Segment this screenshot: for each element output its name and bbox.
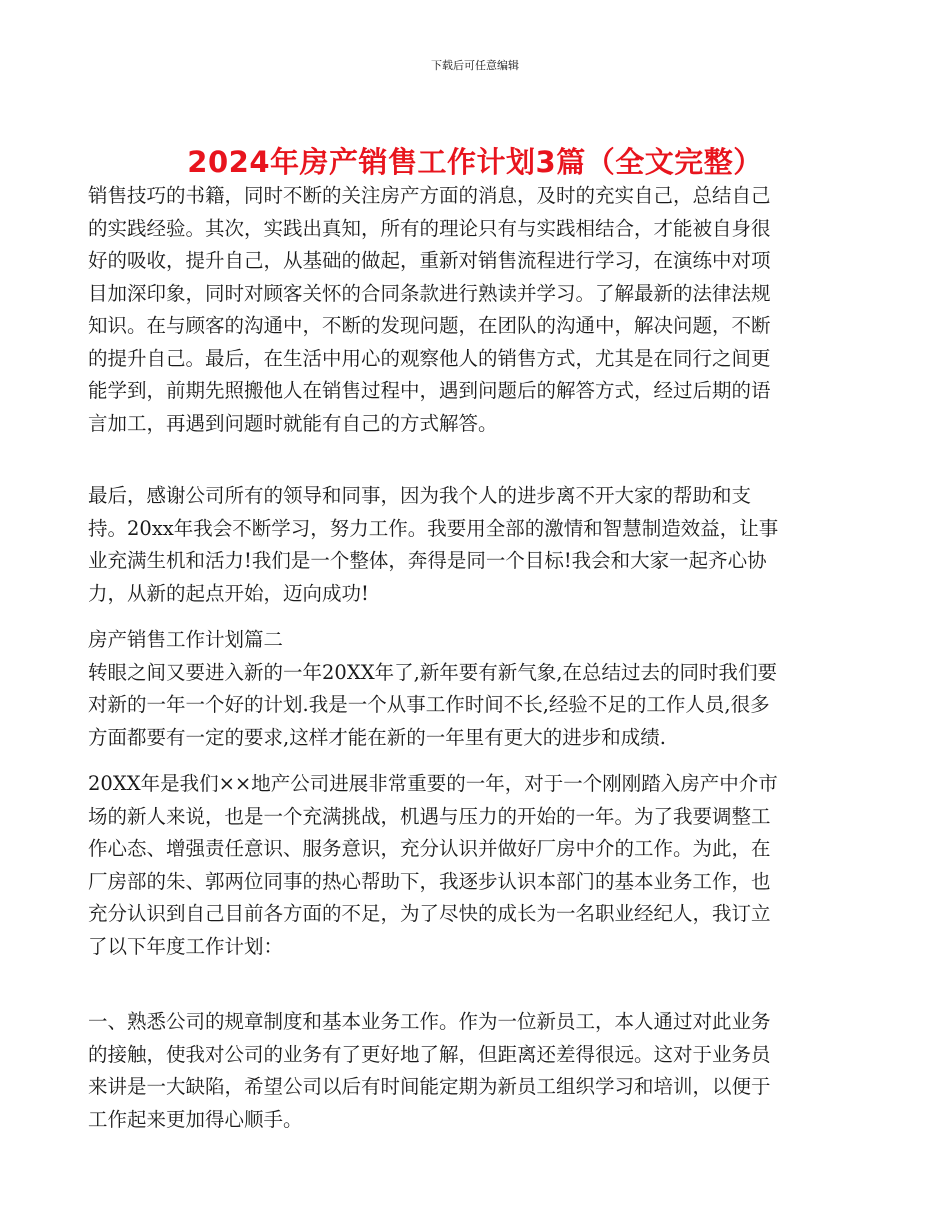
paragraph-item-one: 一、熟悉公司的规章制度和基本业务工作。作为一位新员工，本人通过对此业务 的接触，使我对公司的业务有了更好地了解，但距离还差得很远。这对于业务员 来讲是一大缺陷，希望公司以后有时间能定期为新员工组织学习和培训，以便于 工作起来更加得心顺手。	[88, 1010, 771, 1131]
paragraph-year-overview: 20XX年是我们××地产公司进展非常重要的一年，对于一个刚刚踏入房产中介市 场的新人来说，也是一个充满挑战，机遇与压力的开始的一年。为了我要调整工 作心态、增强责任意识、服务意识，充分认识并做好厂房中介的工作。为此，在 厂房部的朱、郭两位同事的热心帮助下，我逐步认识本部门的基本业务工作，也 充分认识到自己目前各方面的不足，为了尽快的成长为一名职业经纪人，我订立 了以下年度工作计划：	[88, 772, 778, 958]
paragraph-sales-skills: 销售技巧的书籍，同时不断的关注房产方面的消息，及时的充实自己，总结自己 的实践经验。其次，实践出真知，所有的理论只有与实践相结合，才能被自身很 好的吸收，提升自己，从基础的做起，重新对销售流程进行学习，在演练中对项 目加深印象，同时对顾客关怀的合同条款进行熟读并学习。了解最新的法律法规 知识。在与顾客的沟通中，不断的发现问题，在团队的沟通中，解决问题，不断 的提升自己。最后，在生活中用心的观察他人的销售方式，尤其是在同行之间更 能学到，前期先照搬他人在销售过程中，遇到问题后的解答方式，经过后期的语 言加工，再遇到问题时就能有自己的方式解答。	[88, 184, 771, 435]
header-note: 下载后可任意编辑	[431, 59, 519, 72]
document-title: 2024年房产销售工作计划3篇（全文完整）	[187, 145, 763, 179]
paragraph-plan-two-intro: 房产销售工作计划篇二 转眼之间又要进入新的一年20XX年了,新年要有新气象,在总结过去的同时我们要 对新的一年一个好的计划.我是一个从事工作时间不长,经验不足的工作人员,很多 方面都要有一定的要求,这样才能在新的一年里有更大的进步和成绩.	[88, 628, 777, 749]
paragraph-thanks: 最后，感谢公司所有的领导和同事，因为我个人的进步离不开大家的帮助和支 持。20xx年我会不断学习，努力工作。我要用全部的激情和智慧制造效益，让事 业充满生机和活力!我们是一个整体，奔得是同一个目标!我会和大家一起齐心协 力，从新的起点开始，迈向成功!	[88, 484, 779, 605]
